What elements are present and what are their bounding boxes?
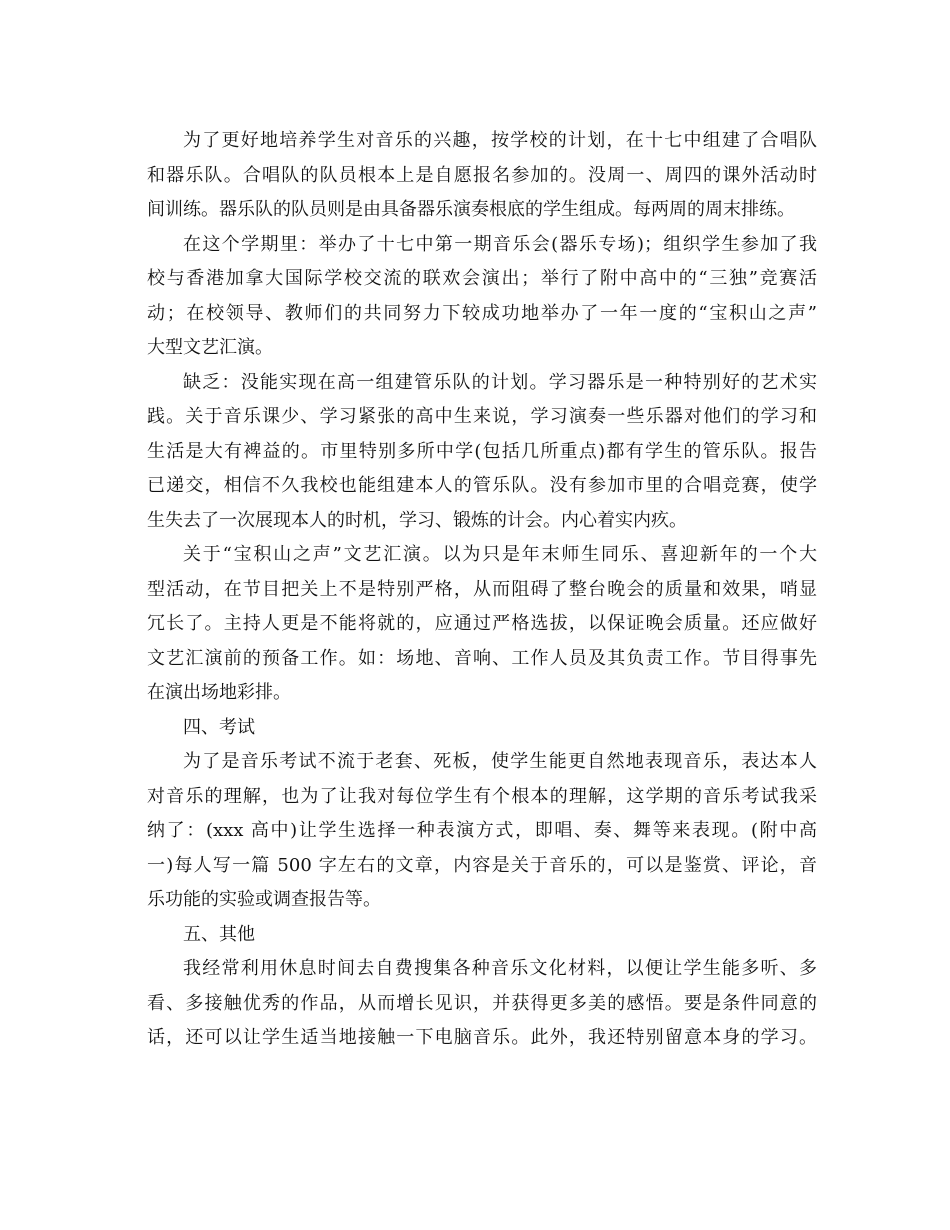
text-line: 乐功能的实验或调查报告等。: [147, 889, 381, 911]
paragraph-semester-activities: [147, 230, 817, 364]
document-body: [147, 126, 817, 1058]
text-line: 在演出场地彩排。: [147, 682, 291, 704]
paragraph-self-study: [147, 954, 817, 1053]
text-line: 缺乏：没能实现在高一组建管乐队的计划。学习器乐是一种特别好的艺术实: [183, 371, 817, 393]
text-line: 动；在校领导、教师们的共同努力下较成功地举办了一年一度的“宝积山之声”: [147, 302, 817, 324]
section-heading: 四、考试: [183, 716, 255, 738]
text-line: 型活动，在节目把关上不是特别严格，从而阻碍了整台晚会的质量和效果，哨显: [147, 578, 817, 600]
text-line: 间训练。器乐队的队员则是由具备器乐演奏根底的学生组成。每两周的周末排练。: [147, 199, 795, 221]
paragraph-shortcomings: [147, 368, 817, 536]
paragraph-exam-details: [147, 747, 817, 915]
text-line: 为了是音乐考试不流于老套、死板，使学生能更自然地表现音乐，表达本人: [183, 751, 817, 773]
text-line: 话，还可以让学生适当地接触一下电脑音乐。此外，我还特别留意本身的学习。: [147, 1027, 817, 1049]
text-line: 在这个学期里：举办了十七中第一期音乐会(器乐专场)；组织学生参加了我: [183, 233, 817, 255]
text-line: 关于“宝积山之声”文艺汇演。以为只是年末师生同乐、喜迎新年的一个大: [183, 544, 817, 566]
text-line: 已递交，相信不久我校也能组建本人的管乐队。没有参加市里的合唱竞赛，使学: [147, 475, 817, 497]
text-line: 看、多接触优秀的作品，从而增长见识，并获得更多美的感悟。要是条件同意的: [147, 992, 817, 1014]
text-line: 生活是大有裨益的。市里特别多所中学(包括几所重点)都有学生的管乐队。报告: [147, 440, 817, 462]
text-line: 冗长了。主持人更是不能将就的，应通过严格选拔，以保证晚会质量。还应做好: [147, 613, 817, 635]
text-line: 生失去了一次展现本人的时机，学习、锻炼的计会。内心着实内疚。: [147, 509, 687, 531]
text-line: 和器乐队。合唱队的队员根本上是自愿报名参加的。没周一、周四的课外活动时: [147, 164, 817, 186]
text-line: 为了更好地培养学生对音乐的兴趣，按学校的计划，在十七中组建了合唱队: [183, 130, 817, 151]
paragraph-choir-orchestra: [147, 126, 817, 225]
paragraph-performance-review: [147, 540, 817, 708]
text-line: 我经常利用休息时间去自费搜集各种音乐文化材料，以便让学生能多听、多: [183, 958, 817, 980]
text-line: 文艺汇演前的预备工作。如：场地、音响、工作人员及其负责工作。节目得事先: [147, 647, 817, 669]
text-line: 践。关于音乐课少、学习紧张的高中生来说，学习演奏一些乐器对他们的学习和: [147, 406, 817, 428]
text-line: 校与香港加拿大国际学校交流的联欢会演出；举行了附中高中的“三独”竞赛活: [147, 268, 817, 290]
text-line: 大型文艺汇演。: [147, 337, 273, 359]
text-line: 对音乐的理解，也为了让我对每位学生有个根本的理解，这学期的音乐考试我采: [147, 785, 817, 807]
text-line: 一)每人写一篇 500 字左右的文章，内容是关于音乐的，可以是鉴赏、评论，音: [147, 854, 817, 876]
section-heading-other: [147, 920, 817, 950]
section-heading: 五、其他: [183, 923, 255, 945]
section-heading-exam: [147, 713, 817, 743]
text-line: 纳了：(xxx 高中)让学生选择一种表演方式，即唱、奏、舞等来表现。(附中高: [147, 820, 817, 842]
